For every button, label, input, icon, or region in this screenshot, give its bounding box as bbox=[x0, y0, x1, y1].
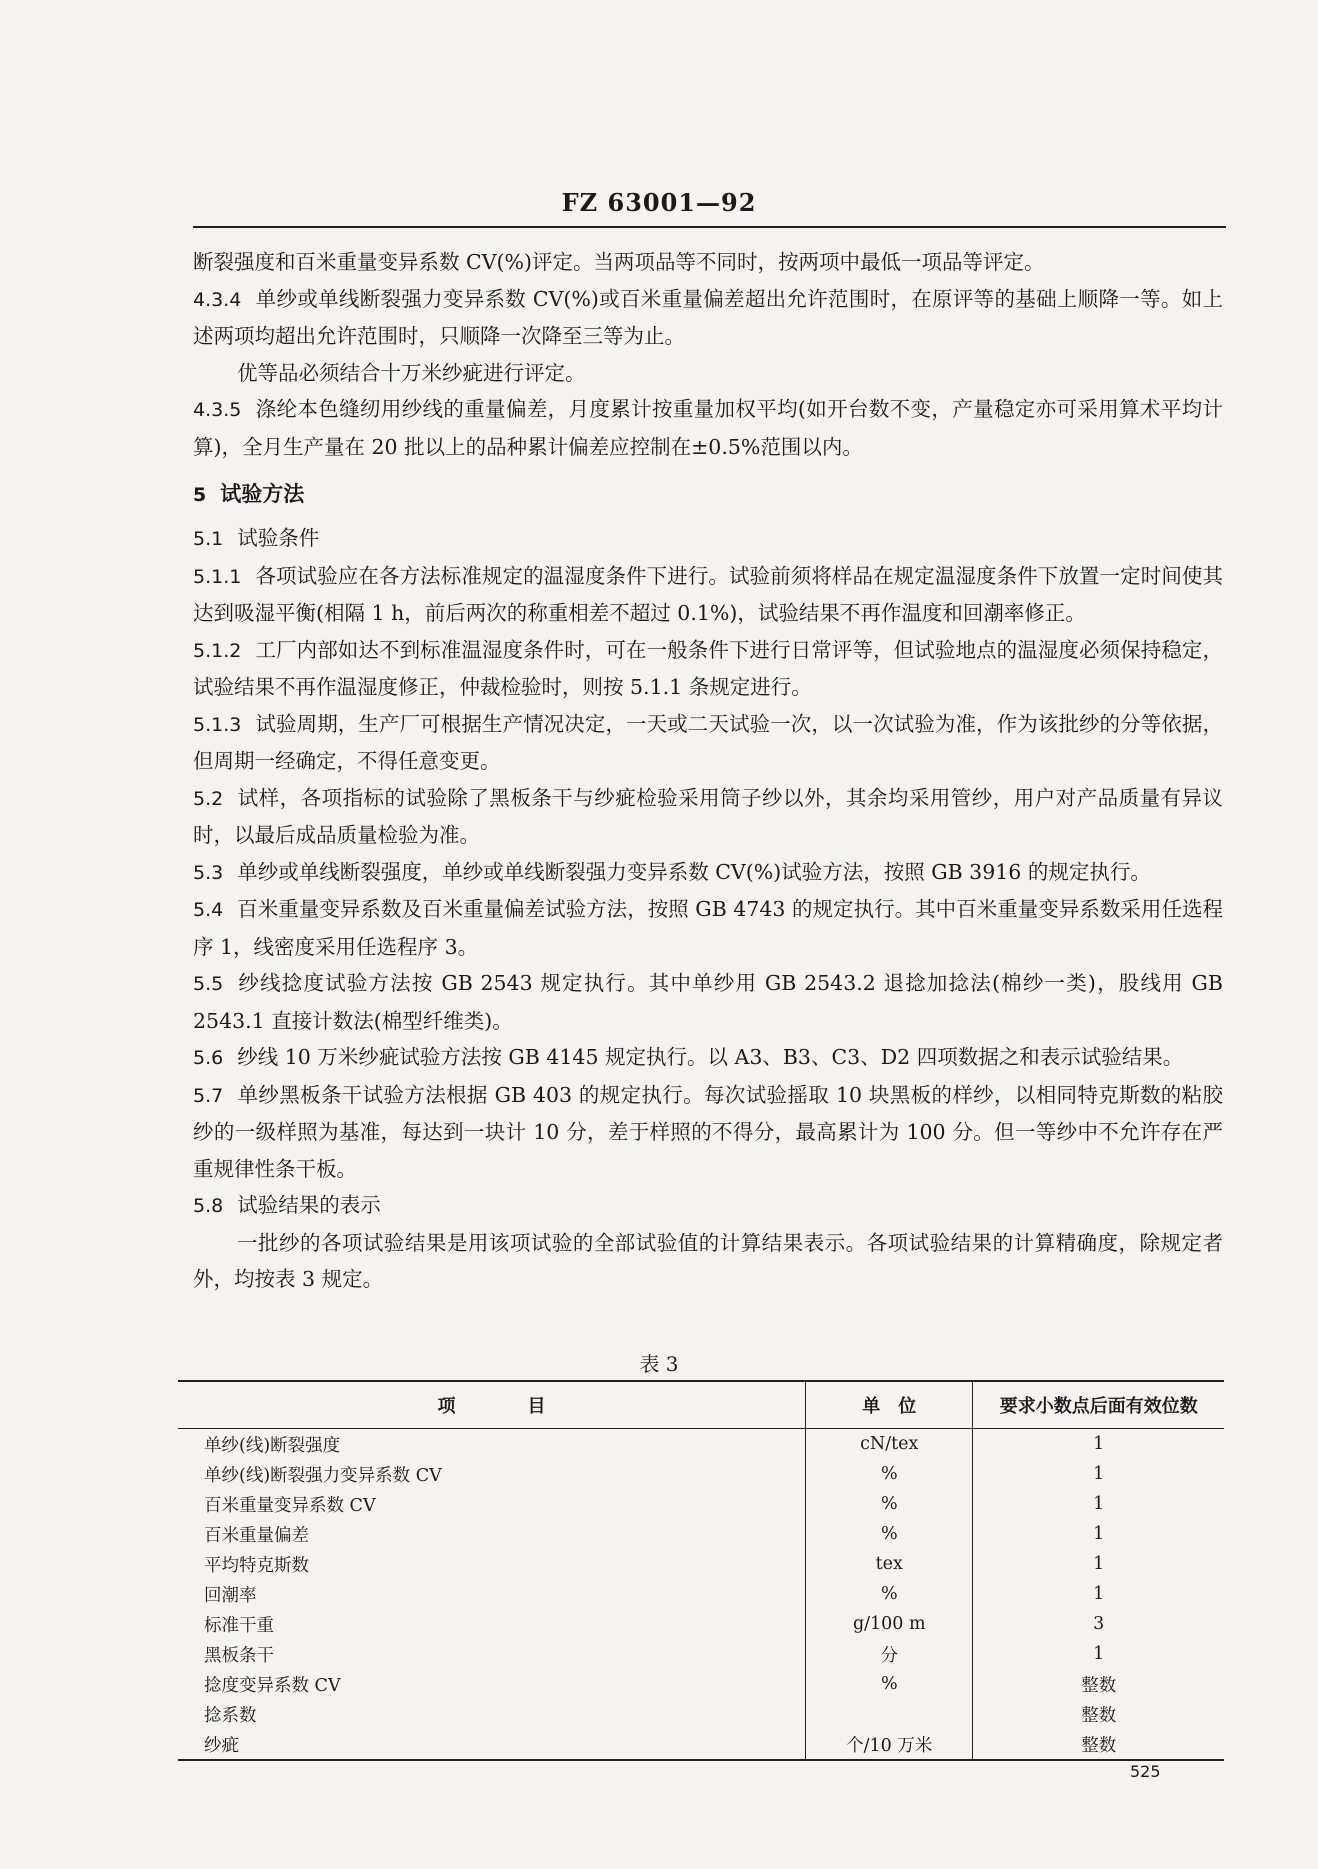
table-row bbox=[178, 1549, 1224, 1579]
paragraph-5-7 bbox=[193, 1077, 1223, 1188]
row-item: 黑板条干 bbox=[204, 1645, 274, 1666]
clause-text: 试验周期，生产厂可根据生产情况决定，一天或二天试验一次，以一次试验为准，作为该批纱的分等依据，但周期一经确定，不得任意变更。 bbox=[193, 711, 1223, 773]
paragraph-4-3-4-b: 优等品必须结合十万米纱疵进行评定。 bbox=[237, 360, 586, 385]
table-row bbox=[178, 1489, 1224, 1519]
row-item: 单纱(线)断裂强力变异系数 CV bbox=[204, 1465, 442, 1486]
clause-text: 各项试验应在各方法标准规定的温湿度条件下进行。试验前须将样品在规定温湿度条件下放置一定时间使其达到吸湿平衡(相隔 1 h，前后两次的称重相差不超过 0.1%)，试验结果不再作温度和回潮率修正。 bbox=[193, 563, 1223, 625]
header-rule bbox=[193, 226, 1226, 228]
clause-number: 5.8 bbox=[193, 1195, 224, 1217]
table-row bbox=[178, 1609, 1224, 1639]
section-title: 试验方法 bbox=[220, 481, 305, 506]
row-item: 标准干重 bbox=[204, 1615, 274, 1636]
document-code: FZ 63001—92 bbox=[561, 188, 757, 217]
row-unit: % bbox=[806, 1669, 973, 1699]
row-item: 百米重量偏差 bbox=[204, 1525, 309, 1546]
row-unit: % bbox=[806, 1459, 973, 1489]
row-unit: 分 bbox=[806, 1639, 973, 1669]
clause-text: 纱线 10 万米纱疵试验方法按 GB 4145 规定执行。以 A3、B3、C3、D2 四项数据之和表示试验结果。 bbox=[237, 1045, 1184, 1069]
clause-number: 4.3.4 bbox=[193, 288, 242, 311]
clause-number: 5.4 bbox=[193, 899, 224, 921]
clause-number: 5.3 bbox=[193, 861, 224, 884]
row-decimals: 整数 bbox=[973, 1669, 1224, 1699]
row-unit bbox=[806, 1699, 973, 1729]
row-unit: 个/10 万米 bbox=[806, 1729, 973, 1760]
clause-5-8-heading bbox=[193, 1187, 1223, 1225]
table-row bbox=[178, 1579, 1224, 1609]
clause-number: 5.1.3 bbox=[193, 713, 242, 736]
clause-number: 5.7 bbox=[193, 1084, 224, 1107]
row-unit: cN/tex bbox=[806, 1429, 973, 1460]
header-unit: 单 位 bbox=[806, 1381, 973, 1429]
row-decimals: 1 bbox=[973, 1489, 1224, 1519]
row-decimals: 整数 bbox=[973, 1699, 1224, 1729]
table-row bbox=[178, 1729, 1224, 1760]
row-item: 捻度变异系数 CV bbox=[204, 1675, 341, 1696]
table-row bbox=[178, 1459, 1224, 1489]
table-row bbox=[178, 1429, 1224, 1460]
row-item: 回潮率 bbox=[204, 1585, 257, 1606]
clause-text: 单纱或单线断裂强力变异系数 CV(%)或百米重量偏差超出允许范围时，在原评等的基础上顺降一等。如上述两项均超出允许范围时，只顺降一次降至三等为止。 bbox=[193, 286, 1223, 348]
clause-text: 纱线捻度试验方法按 GB 2543 规定执行。其中单纱用 GB 2543.2 退捻加捻法(棉纱一类)，股线用 GB 2543.1 直接计数法(棉型纤维类)。 bbox=[193, 971, 1223, 1033]
clause-number: 4.3.5 bbox=[193, 399, 242, 421]
clause-number: 5.6 bbox=[193, 1047, 224, 1069]
page-number: 525 bbox=[1130, 1762, 1161, 1781]
clause-title: 试验结果的表示 bbox=[237, 1193, 381, 1217]
paragraph-5-6 bbox=[193, 1039, 1223, 1077]
clause-number: 5.2 bbox=[193, 787, 224, 810]
row-unit: % bbox=[806, 1519, 973, 1549]
row-item: 百米重量变异系数 CV bbox=[204, 1495, 376, 1516]
section-5-heading bbox=[193, 475, 1223, 514]
paragraph-4-3-3-continued: 断裂强度和百米重量变异系数 CV(%)评定。当两项品等不同时，按两项中最低一项品等评定。 bbox=[193, 250, 1045, 274]
header-item: 项 目 bbox=[178, 1381, 806, 1429]
section-number: 5 bbox=[193, 484, 207, 506]
table-row bbox=[178, 1699, 1224, 1729]
row-decimals: 整数 bbox=[973, 1729, 1224, 1760]
clause-number: 5.1.1 bbox=[193, 565, 242, 588]
row-unit: g/100 m bbox=[806, 1609, 973, 1639]
row-decimals: 1 bbox=[973, 1549, 1224, 1579]
clause-number: 5.1.2 bbox=[193, 639, 242, 662]
clause-text: 工厂内部如达不到标准温湿度条件时，可在一般条件下进行日常评等，但试验地点的温湿度必须保持稳定，试验结果不再作温湿度修正，仲裁检验时，则按 5.1.1 条规定进行。 bbox=[193, 637, 1223, 699]
paragraph-4-3-4 bbox=[193, 281, 1223, 355]
clause-text: 涤纶本色缝纫用纱线的重量偏差，月度累计按重量加权平均(如开台数不变，产量稳定亦可采用算术平均计算)，全月生产量在 20 批以上的品种累计偏差应控制在±0.5%范围以内。 bbox=[193, 397, 1223, 459]
row-item: 纱疵 bbox=[178, 1729, 806, 1760]
paragraph-5-2 bbox=[193, 780, 1223, 854]
row-item: 捻系数 bbox=[204, 1705, 257, 1726]
header-decimals: 要求小数点后面有效位数 bbox=[973, 1381, 1224, 1429]
table-body bbox=[178, 1429, 1224, 1761]
row-unit: tex bbox=[806, 1549, 973, 1579]
paragraph-5-3 bbox=[193, 854, 1223, 892]
row-unit: % bbox=[806, 1489, 973, 1519]
row-decimals: 1 bbox=[973, 1429, 1224, 1460]
clause-text: 单纱或单线断裂强度，单纱或单线断裂强力变异系数 CV(%)试验方法，按照 GB 3916 的规定执行。 bbox=[237, 859, 1151, 884]
row-decimals: 3 bbox=[973, 1609, 1224, 1639]
paragraph-5-8: 一批纱的各项试验结果是用该项试验的全部试验值的计算结果表示。各项试验结果的计算精确度，除规定者外，均按表 3 规定。 bbox=[193, 1230, 1223, 1291]
table-row bbox=[178, 1639, 1224, 1669]
table-3 bbox=[178, 1380, 1224, 1761]
row-unit: % bbox=[806, 1579, 973, 1609]
table-row bbox=[178, 1669, 1224, 1699]
table-header-row bbox=[178, 1381, 1224, 1429]
table-row bbox=[178, 1519, 1224, 1549]
clause-number: 5.5 bbox=[193, 973, 224, 995]
row-decimals: 1 bbox=[973, 1639, 1224, 1669]
row-decimals: 1 bbox=[973, 1579, 1224, 1609]
row-item: 单纱(线)断裂强度 bbox=[204, 1435, 341, 1456]
table-caption: 表 3 bbox=[639, 1352, 679, 1376]
paragraph-5-5 bbox=[193, 965, 1223, 1039]
clause-title: 试验条件 bbox=[237, 526, 320, 550]
clause-number: 5.1 bbox=[193, 528, 224, 550]
document-body bbox=[193, 244, 1223, 1298]
clause-5-1-heading bbox=[193, 520, 1223, 558]
clause-text: 试样，各项指标的试验除了黑板条干与纱疵检验采用筒子纱以外，其余均采用管纱，用户对产品质量有异议时，以最后成品质量检验为准。 bbox=[193, 785, 1223, 847]
row-decimals: 1 bbox=[973, 1519, 1224, 1549]
paragraph-5-1-3 bbox=[193, 706, 1223, 780]
paragraph-5-1-1 bbox=[193, 558, 1223, 632]
paragraph-5-1-2 bbox=[193, 632, 1223, 706]
paragraph-4-3-5 bbox=[193, 391, 1223, 465]
paragraph-5-4 bbox=[193, 891, 1223, 965]
clause-text: 百米重量变异系数及百米重量偏差试验方法，按照 GB 4743 的规定执行。其中百米重量变异系数采用任选程序 1，线密度采用任选程序 3。 bbox=[193, 897, 1223, 959]
row-decimals: 1 bbox=[973, 1459, 1224, 1489]
row-item: 平均特克斯数 bbox=[204, 1555, 309, 1576]
clause-text: 单纱黑板条干试验方法根据 GB 403 的规定执行。每次试验摇取 10 块黑板的样纱，以相同特克斯数的粘胶纱的一级样照为基准，每达到一块计 10 分，差于样照的不得分，最高累计为 100 分。但一等纱中不允许存在严重规律性条干板。 bbox=[193, 1082, 1223, 1181]
